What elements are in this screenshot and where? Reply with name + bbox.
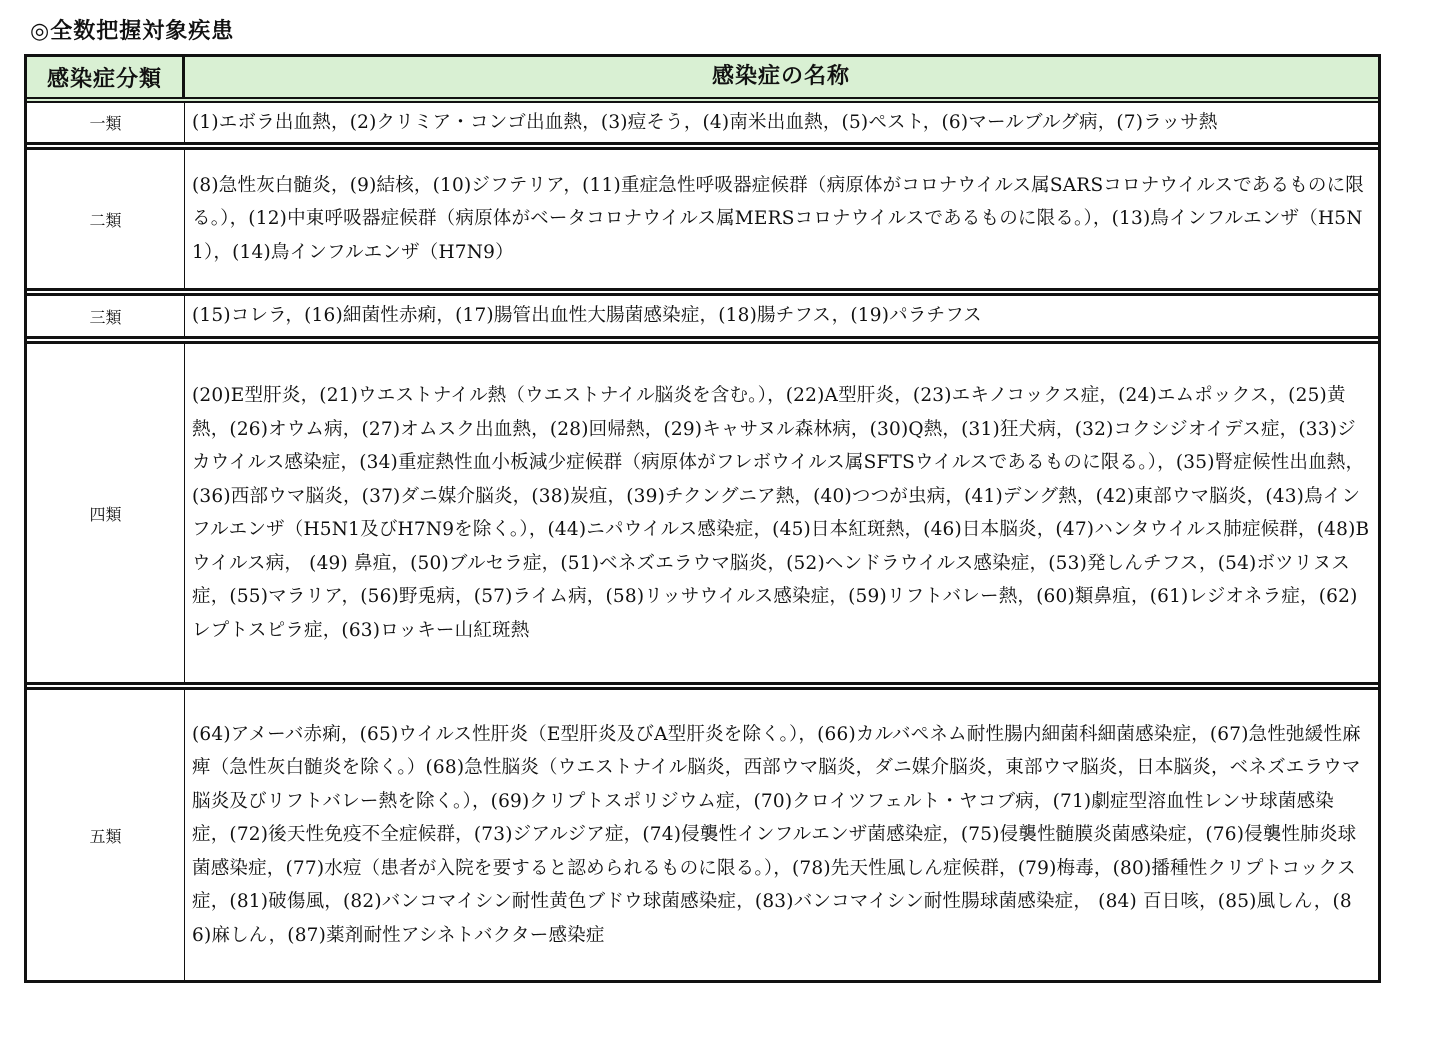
- row-names: (64)アメーバ赤痢，(65)ウイルス性肝炎（E型肝炎及びA型肝炎を除く。），(66)カルバペネム耐性腸内細菌科細菌感染症，(67)急性弛緩性麻痺（急性灰白髄炎を除く。）(68)急性脳炎（ウエストナイル脳炎，西部ウマ脳炎，ダニ媒介脳炎，東部ウマ脳炎，日本脳炎，ベネズエラウマ脳炎及びリフトバレー熱を除く。），(69)クリプトスポリジウム症，(70)クロイツフェルト・ヤコブ病，(71)劇症型溶血性レンサ球菌感染症，(72)後天性免疫不全症候群，(73)ジアルジア症，(74)侵襲性インフルエンザ菌感染症，(75)侵襲性髄膜炎菌感染症，(76)侵襲性肺炎球菌感染症，(77)水痘（患者が入院を要すると認められるものに限る。），(78)先天性風しん症候群，(79)梅毒，(80)播種性クリプトコックス症，(81)破傷風，(82)バンコマイシン耐性黄色ブドウ球菌感染症，(83)バンコマイシン耐性腸球菌感染症， (84) 百日咳，(85)風しん，(86)麻しん，(87)薬剤耐性アシネトバクター感染症: [192, 723, 1361, 946]
- row-names: (15)コレラ，(16)細菌性赤痢，(17)腸管出血性大腸菌感染症，(18)腸チフス，(19)パラチフス: [192, 305, 982, 327]
- disease-table: [24, 54, 1381, 983]
- row-names-cell: [185, 296, 1378, 336]
- row-names-cell: [185, 150, 1378, 288]
- row-category: 三類: [27, 296, 185, 336]
- row-names: (1)エボラ出血熱，(2)クリミア・コンゴ出血熱，(3)痘そう，(4)南米出血熱，(5)ペスト，(6)マールブルグ病，(7)ラッサ熱: [192, 111, 1218, 133]
- table-row: [27, 690, 1378, 980]
- page-title: ◎全数把握対象疾患: [30, 19, 235, 44]
- table-row: [27, 344, 1378, 690]
- row-names-cell: [185, 690, 1378, 980]
- header-category: 感染症分類: [27, 57, 185, 97]
- row-category: 二類: [27, 150, 185, 288]
- row-category: 一類: [27, 103, 185, 142]
- table-header-row: [27, 57, 1378, 103]
- table-row: [27, 103, 1378, 150]
- row-names: (8)急性灰白髄炎，(9)結核，(10)ジフテリア，(11)重症急性呼吸器症候群（病原体がコロナウイルス属SARSコロナウイルスであるものに限る。），(12)中東呼吸器症候群（病原体がベータコロナウイルス属MERSコロナウイルスであるものに限る。），(13)鳥インフルエンザ（H5N1），(14)鳥インフルエンザ（H7N9）: [192, 174, 1365, 263]
- header-names: 感染症の名称: [711, 64, 850, 90]
- row-category: 五類: [27, 690, 185, 980]
- row-names-cell: [185, 103, 1378, 142]
- row-names-cell: [185, 344, 1378, 682]
- table-row: [27, 296, 1378, 344]
- row-names: (20)E型肝炎，(21)ウエストナイル熱（ウエストナイル脳炎を含む。），(22)A型肝炎，(23)エキノコックス症，(24)エムポックス，(25)黄熱，(26)オウム病，(27)オムスク出血熱，(28)回帰熱，(29)キャサヌル森林病，(30)Q熱，(31)狂犬病，(32)コクシジオイデス症，(33)ジカウイルス感染症，(34)重症熱性血小板減少症候群（病原体がフレボウイルス属SFTSウイルスであるものに限る。），(35)腎症候性出血熱，(36)西部ウマ脳炎，(37)ダニ媒介脳炎，(38)炭疽，(39)チクングニア熱，(40)つつが虫病，(41)デング熱，(42)東部ウマ脳炎，(43)鳥インフルエンザ（H5N1及びH7N9を除く。），(44)ニパウイルス感染症，(45)日本紅斑熱，(46)日本脳炎，(47)ハンタウイルス肺症候群，(48)Bウイルス病， (49) 鼻疽，(50)ブルセラ症，(51)ベネズエラウマ脳炎，(52)ヘンドラウイルス感染症，(53)発しんチフス，(54)ボツリヌス症，(55)マラリア，(56)野兎病，(57)ライム病，(58)リッサウイルス感染症，(59)リフトバレー熱，(60)類鼻疽，(61)レジオネラ症，(62)レプトスピラ症，(63)ロッキー山紅斑熱: [192, 385, 1370, 641]
- table-row: [27, 150, 1378, 296]
- row-category: 四類: [27, 344, 185, 682]
